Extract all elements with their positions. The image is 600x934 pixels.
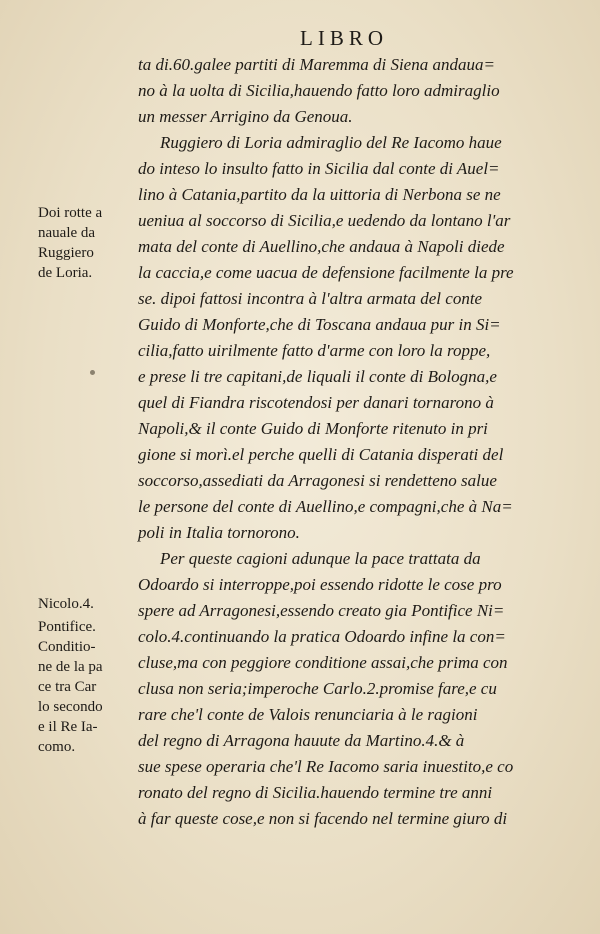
paper-speck	[90, 370, 95, 375]
margin-note-line: lo secondo	[38, 699, 103, 715]
text-line: à far queste cose,e non si facendo nel termine giuro di	[138, 809, 508, 828]
text-line: sue spese operaria che'l Re Iacomo saria inuestito,e co	[138, 757, 514, 776]
text-line: Napoli,& il conte Guido di Monforte ritenuto in pri	[138, 419, 488, 438]
text-line: do inteso lo insulto fatto in Sicilia dal conte di Auel=	[138, 159, 500, 178]
text-line: quel di Fiandra riscotendosi per danari tornarono à	[138, 393, 494, 412]
text-line: rare che'l conte de Valois renunciaria à le ragioni	[138, 705, 478, 724]
running-head: LIBRO	[300, 26, 388, 50]
text-line: Guido di Monforte,che di Toscana andaua pur in Si=	[138, 315, 501, 334]
text-line: Per queste cagioni adunque la pace trattata da	[160, 549, 481, 568]
margin-note-line: e il Re Ia-	[38, 719, 98, 735]
text-line: se. dipoi fattosi incontra à l'altra armata del conte	[138, 289, 483, 308]
margin-note-line: como.	[38, 739, 76, 755]
margin-note-line: Ruggiero	[38, 245, 94, 261]
text-line: cluse,ma con peggiore conditione assai,che prima con	[138, 653, 508, 672]
text-line: Ruggiero di Loria admiraglio del Re Iacomo haue	[160, 133, 502, 152]
text-line: Odoardo si interroppe,poi essendo ridotte le cose pro	[138, 575, 502, 594]
margin-note-peace-conditions	[38, 617, 103, 757]
margin-note-line: de Loria.	[38, 265, 93, 281]
text-line: e prese li tre capitani,de liquali il conte di Bologna,e	[138, 367, 497, 386]
text-line: clusa non seria;imperoche Carlo.2.promise fare,e cu	[138, 679, 497, 698]
text-line: lino à Catania,partito da la uittoria di Nerbona se ne	[138, 185, 501, 204]
text-line: soccorso,assediati da Arragonesi si rendetteno salue	[138, 471, 497, 490]
text-line: cilia,fatto uirilmente fatto d'arme con loro la roppe,	[138, 341, 491, 360]
text-line: no à la uolta di Sicilia,hauendo fatto loro admiraglio	[138, 81, 500, 100]
margin-note-line: ne de la pa	[38, 659, 103, 675]
text-line: un messer Arrigino da Genoua.	[138, 107, 353, 126]
body-text	[130, 52, 570, 832]
margin-note-line: ce tra Car	[38, 679, 97, 695]
text-line: colo.4.continuando la pratica Odoardo infine la con=	[138, 627, 506, 646]
text-line: ronato del regno di Sicilia.hauendo termine tre anni	[138, 783, 493, 802]
margin-note-line: Doi rotte a	[38, 205, 103, 221]
margin-note-nicolo	[38, 594, 94, 614]
text-line: ta di.60.galee partiti di Maremma di Siena andaua=	[138, 55, 495, 74]
text-line: la caccia,e come uacua de defensione facilmente la pre	[138, 263, 514, 282]
text-line: mata del conte di Auellino,che andaua à Napoli diede	[138, 237, 505, 256]
text-line: le persone del conte di Auellino,e compagni,che à Na=	[138, 497, 513, 516]
text-line: poli in Italia tornorono.	[138, 523, 300, 542]
text-line: del regno di Arragona hauute da Martino.4.& à	[138, 731, 465, 750]
margin-note-naval-defeat	[38, 203, 102, 283]
margin-note-line: Pontifice.	[38, 619, 96, 635]
margin-note-line: Conditio-	[38, 639, 96, 655]
text-line: spere ad Arragonesi,essendo creato gia Pontifice Ni=	[138, 601, 505, 620]
text-line: gione si morì.el perche quelli di Catania disperati del	[138, 445, 504, 464]
text-line: ueniua al soccorso di Sicilia,e uedendo da lontano l'ar	[138, 211, 511, 230]
margin-note-line: nauale da	[38, 225, 96, 241]
margin-note-line: Nicolo.4.	[38, 596, 94, 612]
